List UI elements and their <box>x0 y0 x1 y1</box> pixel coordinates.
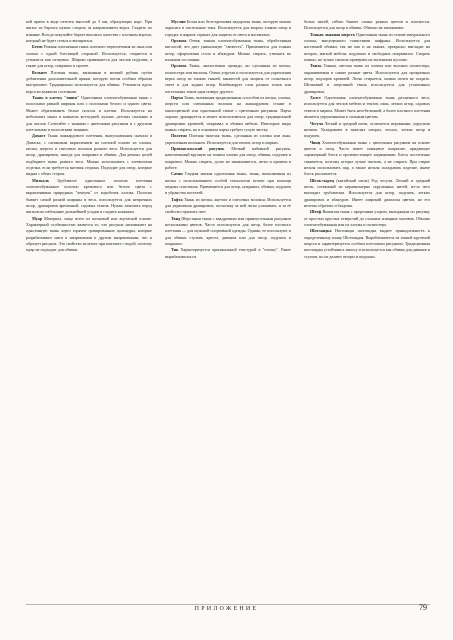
glossary-entry <box>165 19 291 38</box>
glossary-entry <box>165 247 291 260</box>
glossary-term: Муар <box>32 215 43 221</box>
glossary-entry <box>304 140 430 178</box>
glossary-entry <box>26 44 152 69</box>
glossary-term: Штоф <box>310 209 322 215</box>
glossary-definition: Легкий и средний шелк, отличается неровными, упругими нитями. Укладывают в тяжелых шторах, чехлах, легких штор и подушек. <box>304 120 430 139</box>
column-1 <box>26 19 152 597</box>
glossary-term: Чинц <box>310 139 321 145</box>
glossary-entry <box>26 216 152 254</box>
footer-divider <box>26 604 430 605</box>
glossary-entry <box>304 228 430 260</box>
glossary-term: Шелк-сырец <box>310 177 334 183</box>
glossary-entry <box>304 209 430 228</box>
glossary-definition: Хлопчатобумажная ткань с цветочным рисунком на основе цветов и птиц. Часто имеет глянцевое покрытие, придающее характерный блеск и противостоящее загрязнению. Блеск постепенно смывается, поэтому шторы лучше чистить, а не стирать. При стирке нельзя использовать пар, а также нельзя складывать изделие, иначе блеск рассыпается. <box>304 139 430 177</box>
glossary-definition: Характеризуется оригинальной текстурой в "елочку". Ранее вырабатывался из <box>165 247 291 259</box>
glossary-term: Бетиз <box>32 44 43 50</box>
glossary-term: Органза <box>171 63 187 69</box>
glossary-term: Парча <box>171 95 183 101</box>
glossary-definition: (китайский шелк) Род чесучи. Легкий и средний шелк, сотканный из неравномерно скрученных нитей, из-за чего выглядит грубоватым. Используется для штор, подушек, легких драпировок и абажуров. Имеет широкий диапазон цветов, но его нелегко обрезать и бахрома. <box>304 177 430 208</box>
glossary-entry <box>26 178 152 216</box>
glossary-definition: Ткань, аналогичная органди, но сделанная из шелка, полиэстера или вискозы. Очень упругая и используется для укрепления верха штор из тонких тканей, занавесей для защиты от солнечного света и для задних штор. Комбинирует слои разных тонов или пастельных тонов одна поверх другого. <box>165 63 291 94</box>
glossary-definition: Ткань из шелка, ацетата и смесовых волокон. Используется для украшения драпировок, поскольку за ней легко ухаживать, и за её свойство отражать свет. <box>165 196 291 215</box>
glossary-entry <box>165 38 291 63</box>
glossary-definition: Мелкий набивной рисунок, напечатанный вручную на тонком хлопке для штор, обивки, подушек и покрывал. Можно стирать, долго не изнашивается, легко и приятен в работе. <box>165 145 291 170</box>
glossary-entry <box>304 63 430 95</box>
glossary-term: Чесуча <box>310 120 324 126</box>
glossary-term: Тафта <box>171 196 183 202</box>
glossary-term: Провансальский рисунок <box>171 145 225 151</box>
section-title: ПРИЛОЖЕНИЕ <box>194 606 259 612</box>
glossary-definition: Грубоватое однотонное полотно плетения хлопчатобумажное полотно кремового или белого цвета с вкраплениями природных "чешуек" от коробочек хлопка. Полотно бывает самой разной ширины и веса, используется для непрочных штор, драпировок временной, садовых тентов. Нужно замочить перед шитьем во избежание дальнейшей усадки и гладить влажным. <box>26 177 152 215</box>
glossary-term: Шотландка <box>310 228 332 234</box>
glossary-definition: Ткань, вытканная традиционным способом из шелка, хлопка, шерсти или смешанных волокон на жаккардовом станке в многоцветной или однотонной гамме с цветочным рисунком. Парча хорошо драпируется и может использоваться для штор, традиционной драпировки кроватей, покрывал и обивки мебели. Некоторые виды можно стирать, но в основном парча требует сухую чистку. <box>165 95 291 132</box>
glossary-term: Ткань в клетку "виши" <box>32 95 80 101</box>
glossary-definition: Рожная плотненная ткань плотного переплетения из льна или хлопка с одной блестящей стороной. Используется, стирается и утюжится как ситцевых. Широко применяется для чехлов подушек, а также для штор, покрывал и прочее. <box>26 44 152 69</box>
text-columns <box>26 19 430 597</box>
glossary-definition: Белая или бело-кремовая недорогая ткань, которую можно окрасить в пастельные тона. Используется для вторых тонких штор в городах и жарких странах для защиты от света и насекомых. <box>165 19 291 37</box>
glossary-definition: Очень тонкая хлопчатобумажная ткань, обработанная кислотой, что дает уникальную "свежесть". Применяется для тонких штор, оформления стола и абажуров. Можно стирать, утюжить во влажном состоянии. <box>165 38 291 63</box>
glossary-definition: Тонкая, светлая ткань из хлопка или волокон полиэстера, окрашиваемая в самые разные цвета. Используется для прозрачных штор, подзоров кроватей. Легко стирается, можно почти не гладить. Шелковый и шерстяной твиль используется для утонченных драпировок. <box>304 63 430 94</box>
glossary-entry <box>26 70 152 95</box>
glossary-term: Дамаст <box>32 133 46 139</box>
glossary-definition: Плотная тяжелая ткань, сделанная из хлопка или льна, укрепленная волокном. Используется для тентов, штор и маркиз. <box>165 133 291 145</box>
glossary-term: Полотно <box>171 133 187 139</box>
glossary-definition: Вышитая ткань с прорезным узором, выходящим по рисунку от простых круглых отверстий до сложных изящных мотивов. Обычно хлопчатобумажная или из хлопка и полиэстера. <box>304 209 430 227</box>
glossary-definition: Гладкая мягкая однотонная ткань, ткань, выполненная из шелка с использованием особой технологии печати при помощи медных пластинок. Применяется для штор, покрывал, обивки, подушек и убранства постелей. <box>165 171 291 196</box>
glossary-term: Тик <box>171 247 179 253</box>
glossary-term: Вельвет <box>32 69 48 75</box>
column-3 <box>304 19 430 597</box>
glossary-entry <box>304 178 430 210</box>
glossary-definition: белых нитей, сейчас бывает самых разных цветов и плотности. Используется для штор и обивки. Обычно не заказывают. <box>304 19 430 31</box>
glossary-definition: Настоящая шотландка выдает принадлежность к определенному клану Шотландия. Вырабатывается из тонкой крученой шерсти и характеризуется особым клетчатым рисунком. Традиционная шотландка устойчива к износу и используется как обивка для диванов и стульев, но не делают шторы и подушки. <box>304 228 430 259</box>
glossary-definition: Однотонная хлопчатобумажная ткань различного веса, используется для чехлов мебели и тентов, окон, легких штор, садовых тентов и маркиз. Может быть неотбеленной, а более плотного плетения является упруженными к сильным цветам. <box>304 95 430 120</box>
glossary-entry <box>165 216 291 248</box>
glossary-definition: Материал, чаще всего из шелковой или ацетатной основе. Характерной особенностью является то, что рисунок напоминает на однотонную ткань через горячие гравированные цилиндры, которые разрабатывают нити в направлении к другим направлениям, что и образует рисунок. Это свойство исчезает при контакте с водой, поэтому муар не подходит для обивки. <box>26 215 152 253</box>
page-number: 79 <box>419 603 427 612</box>
glossary-entry <box>26 19 152 44</box>
glossary-definition: Однотонная хлопчатобумажная ткань с полосками равной ширины или с полосками белого и одного цвета. Может образовывать белые полосы и клетки. Используется на небольших окнах в комнатах коттеджей, кухнях, детских спальнях и для чехлов. Сочетайте с тканями с цветочным рисунком и с другими клетчатыми и полосатыми тканями. <box>26 95 152 132</box>
glossary-entry <box>304 32 430 64</box>
glossary-term: Сатин <box>171 171 183 177</box>
glossary-entry <box>304 19 430 32</box>
glossary-entry <box>165 133 291 146</box>
glossary-entry <box>304 95 430 120</box>
glossary-entry <box>304 121 430 140</box>
glossary-term: Холст <box>310 95 321 101</box>
glossary-definition: Однотонная ткань из основе натурального хлопка, выпущенного таинствами шафрана. Используется для настенной обивки, так же как и на тканях, прекрасно выглядит на шторах, мягкой мебели, подушках и свободных покрывалах. Стирать можно, но лучше сначала проверить на маленьком кусочке. <box>304 31 430 63</box>
glossary-definition: Ткань жаккардового плетения, выпускавшаяся сначала в Дамаске, с сатиновым вкраплением на плотной основе из хлопка, шелка, шерсти и смесовых волокон разного веса. Используется для штор, драпировок, иногда для покрывал и обивки. Для речных целей подбирают ткань разного веса. Можно использовать с элементами отделки, если требуется матовая сторона. Подходит для штор, которые видны с обеих сторон. <box>26 133 152 177</box>
column-2 <box>165 19 291 597</box>
glossary-term: Твид <box>171 215 181 221</box>
glossary-term: Тонкая льняная шерсть <box>310 31 355 37</box>
glossary-entry <box>26 95 152 133</box>
glossary-entry <box>165 95 291 133</box>
glossary-definition: кой прием в виде петелек высотой до 3 мм, образующих ворс. При шитье из бархата нужно следить за направлением ворса. Гладить по изнанке. Всегда покупайте бархат высокого качества с плотным ворсом, который не будет сечься и вытираться. <box>26 19 152 44</box>
glossary-entry <box>165 171 291 196</box>
glossary-term: Муслин <box>171 19 186 24</box>
glossary-term: Миткаль <box>32 177 50 183</box>
glossary-entry <box>165 197 291 216</box>
glossary-term: Твиль <box>310 63 322 69</box>
glossary-entry <box>26 133 152 177</box>
glossary-entry <box>165 146 291 171</box>
glossary-definition: Шерстяная ткань с квадратным или прямоугольным рисунком несколькими цветов. Часто используется для штор, более плотного плетения — для мужской спортивной одежды. Однако, ее используют и для обивки стульев, кресел, диванов или для штор, подушек и покрывал. <box>165 215 291 247</box>
glossary-term: Органза <box>171 38 187 44</box>
glossary-definition: Плотная ткань, вытканная в мелкий рубчик путём добавления дополнительной пряжи, которую потом особым образом выстригают. Традиционно используется для обивки. Утюжится вдоль ворса во влажном состоянии. <box>26 69 152 94</box>
glossary-entry <box>165 63 291 95</box>
